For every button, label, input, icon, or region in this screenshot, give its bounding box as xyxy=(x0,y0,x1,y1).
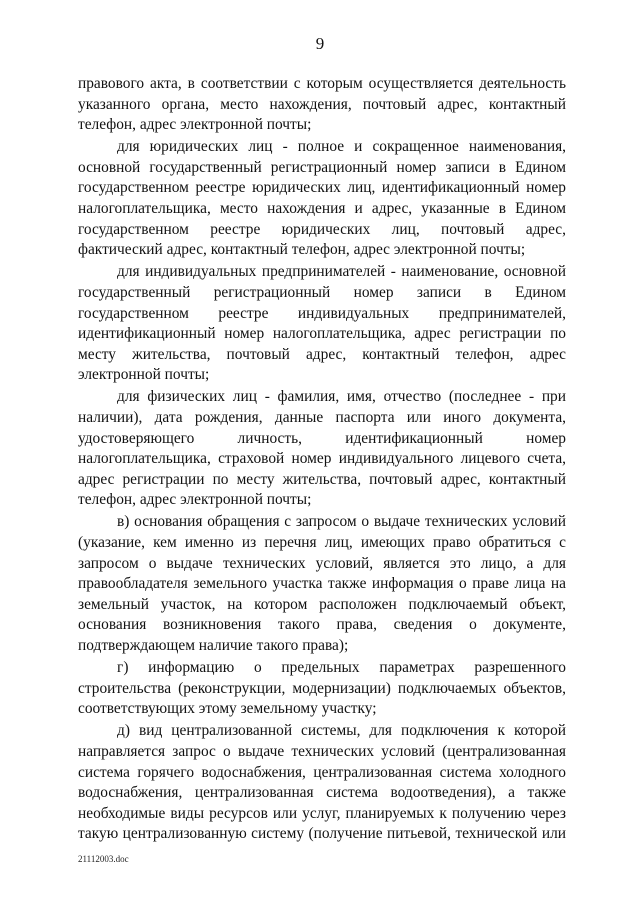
paragraph-continuation: правового акта, в соответствии с которым осуществляется деятельность указанного органа, место нахождения, почтовый адрес, контактный телефон, адрес электронной почты; xyxy=(78,75,566,134)
paragraph-item-g: г) информацию о предельных параметрах разрешенного строительства (реконструкции, модернизации) подключаемых объектов, соответствующих этому земельному участку; xyxy=(78,659,566,718)
paragraph-legal-entities: для юридических лиц - полное и сокращенное наименования, основной государственный регистрационный номер записи в Едином государственном реестре юридических лиц, идентификационный номер налогоплательщика, место нахождения и адрес, указанные в Едином государственном реестре юридических лиц, почтовый адрес, фактический адрес, контактный телефон, адрес электронной почты; xyxy=(78,138,566,259)
paragraph-individuals: для физических лиц - фамилия, имя, отчество (последнее - при наличии), дата рождения, данные паспорта или иного документа, удостоверяющего личность, идентификационный номер налогоплательщика, страховой номер индивидуального лицевого счета, адрес регистрации по месту жительства, почтовый адрес, контактный телефон, адрес электронной почты; xyxy=(78,388,566,509)
paragraph-individual-entrepreneurs: для индивидуальных предпринимателей - наименование, основной государственный регистрационный номер записи в Едином государственном реестре индивидуальных предпринимателей, идентификационный номер налогоплательщика, адрес регистрации по месту жительства, почтовый адрес, контактный телефон, адрес электронной почты; xyxy=(78,263,566,384)
document-body xyxy=(78,74,566,846)
footer-filename: 21112003.doc xyxy=(78,854,129,864)
paragraph-item-d: д) вид централизованной системы, для подключения к которой направляется запрос о выдаче технических условий (централизованная система горячего водоснабжения, централизованная система холодного водоснабжения, централизованная система водоотведения), а также необходимые виды ресурсов или услуг, планируемых к получению через такую централизованную систему (получение питьевой, технической или xyxy=(78,722,566,843)
paragraph-item-v: в) основания обращения с запросом о выдаче технических условий (указание, кем именно из перечня лиц, имеющих право обратиться с запросом о выдаче технических условий, является это лицо, а для правообладателя земельного участка также информация о праве лица на земельный участок, на котором расположен подключаемый объект, основания возникновения такого права, сведения о документе, подтверждающем наличие такого права); xyxy=(78,513,566,655)
page-number: 9 xyxy=(315,34,325,53)
